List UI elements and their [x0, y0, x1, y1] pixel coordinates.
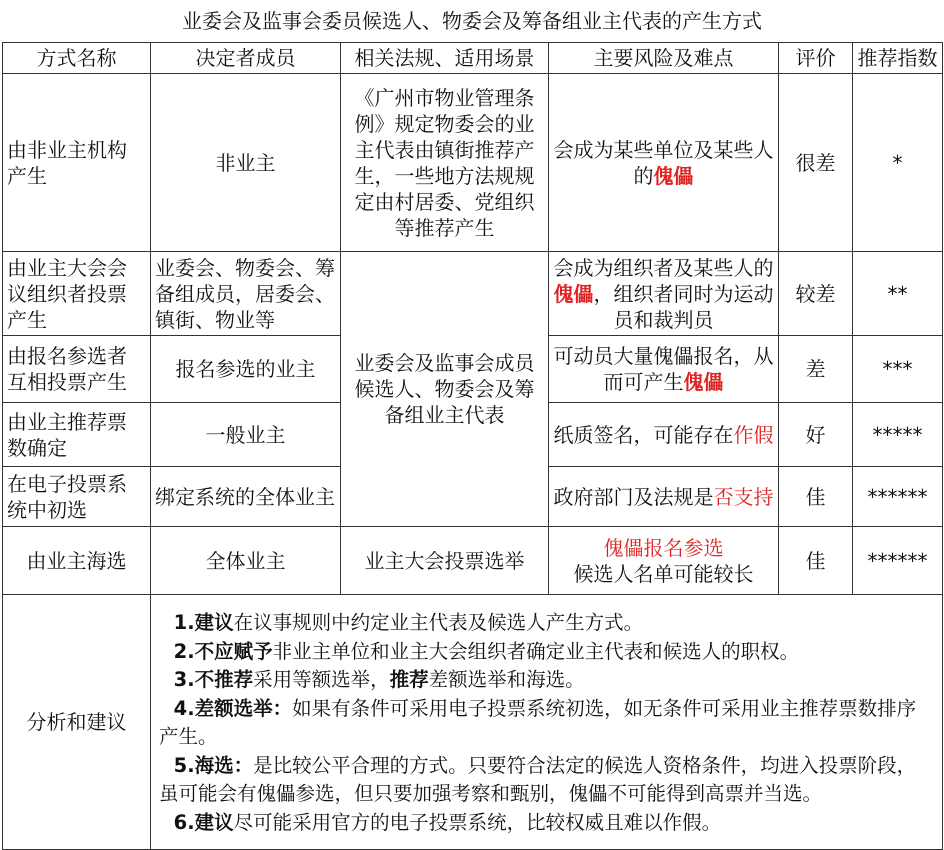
method-cell: 在电子投票系统中初选	[3, 467, 151, 527]
risk-cell: 会成为组织者及某些人的傀儡，组织者同时为运动员和裁判员	[549, 252, 779, 336]
method-cell: 由业主海选	[3, 527, 151, 595]
risk-cell: 傀儡报名参选 候选人名单可能较长	[549, 527, 779, 595]
analysis-content	[151, 595, 943, 850]
table-row	[3, 74, 943, 252]
regulation-cell: 《广州市物业管理条例》规定物委会的业主代表由镇街推荐产生，一些地方法规规定由村居委、党组织等推荐产生	[341, 74, 549, 252]
risk-cell: 政府部门及法规是否支持	[549, 467, 779, 527]
rating-cell: 佳	[779, 467, 853, 527]
analysis-item: 1.建议在议事规则中约定业主代表及候选人产生方式。	[173, 611, 644, 634]
risk-highlight: 傀儡	[653, 163, 694, 188]
table-row	[3, 252, 943, 336]
analysis-item: 2.不应赋予非业主单位和业主大会组织者确定业主代表和候选人的职权。	[173, 639, 800, 663]
analysis-item: 3.不推荐采用等额选举，推荐差额选举和海选。	[173, 668, 585, 691]
rating-cell: 很差	[779, 74, 853, 252]
table-title: 业委会及监事会委员候选人、物委会及筹备组业主代表的产生方式	[182, 9, 762, 33]
regulation-cell: 业主大会投票选举	[341, 527, 549, 595]
column-header-risk: 主要风险及难点	[549, 43, 779, 74]
risk-cell: 纸质签名，可能存在作假	[549, 403, 779, 467]
analysis-item: 5.海选：是比较公平合理的方式。只要符合法定的候选人资格条件，均进入投票阶段，虽可能会有傀儡参选，但只要加强考察和甄别，傀儡不可能得到高票并当选。	[159, 753, 917, 805]
regulation-cell-shared: 业委会及监事会成员候选人、物委会及筹备组业主代表	[341, 252, 549, 527]
table-row	[3, 527, 943, 595]
members-cell: 绑定系统的全体业主	[151, 467, 341, 527]
column-header-rating: 评价	[779, 43, 853, 74]
method-cell: 由业主推荐票数确定	[3, 403, 151, 467]
column-header-stars: 推荐指数	[853, 43, 943, 74]
risk-highlight: 傀儡报名参选	[603, 535, 724, 560]
rating-cell: 佳	[779, 527, 853, 595]
stars-cell: ******	[853, 467, 943, 527]
method-cell: 由业主大会会议组织者投票产生	[3, 252, 151, 336]
risk-highlight: 傀儡	[683, 370, 724, 394]
column-header-regulation: 相关法规、适用场景	[341, 43, 549, 74]
rating-cell: 好	[779, 403, 853, 467]
comparison-table	[2, 42, 943, 850]
header-row	[3, 43, 943, 74]
stars-cell: ***	[853, 336, 943, 403]
analysis-label: 分析和建议	[3, 595, 151, 850]
members-cell: 全体业主	[151, 527, 341, 595]
stars-cell: *****	[853, 403, 943, 467]
risk-highlight: 作假	[733, 422, 774, 447]
risk-cell: 可动员大量傀儡报名，从而可产生傀儡	[549, 336, 779, 403]
risk-cell: 会成为某些单位及某些人的傀儡	[549, 74, 779, 252]
method-cell: 由非业主机构产生	[3, 74, 151, 252]
rating-cell: 差	[779, 336, 853, 403]
risk-highlight: 傀儡	[553, 281, 594, 306]
risk-highlight: 否支持	[713, 484, 774, 509]
members-cell: 业委会、物委会、筹备组成员，居委会、镇街、物业等	[151, 252, 341, 336]
members-cell: 报名参选的业主	[151, 336, 341, 403]
members-cell: 一般业主	[151, 403, 341, 467]
members-cell: 非业主	[151, 74, 341, 252]
column-header-method: 方式名称	[3, 43, 151, 74]
analysis-item: 6.建议尽可能采用官方的电子投票系统，比较权威且难以作假。	[173, 810, 722, 834]
method-cell: 由报名参选者互相投票产生	[3, 336, 151, 403]
stars-cell: ******	[853, 527, 943, 595]
analysis-item: 4.差额选举：如果有条件可采用电子投票系统初选，如无条件可采用业主推荐票数排序产生。	[159, 696, 917, 748]
analysis-row	[3, 595, 943, 850]
stars-cell: *	[853, 74, 943, 252]
stars-cell: **	[853, 252, 943, 336]
rating-cell: 较差	[779, 252, 853, 336]
column-header-members: 决定者成员	[151, 43, 341, 74]
